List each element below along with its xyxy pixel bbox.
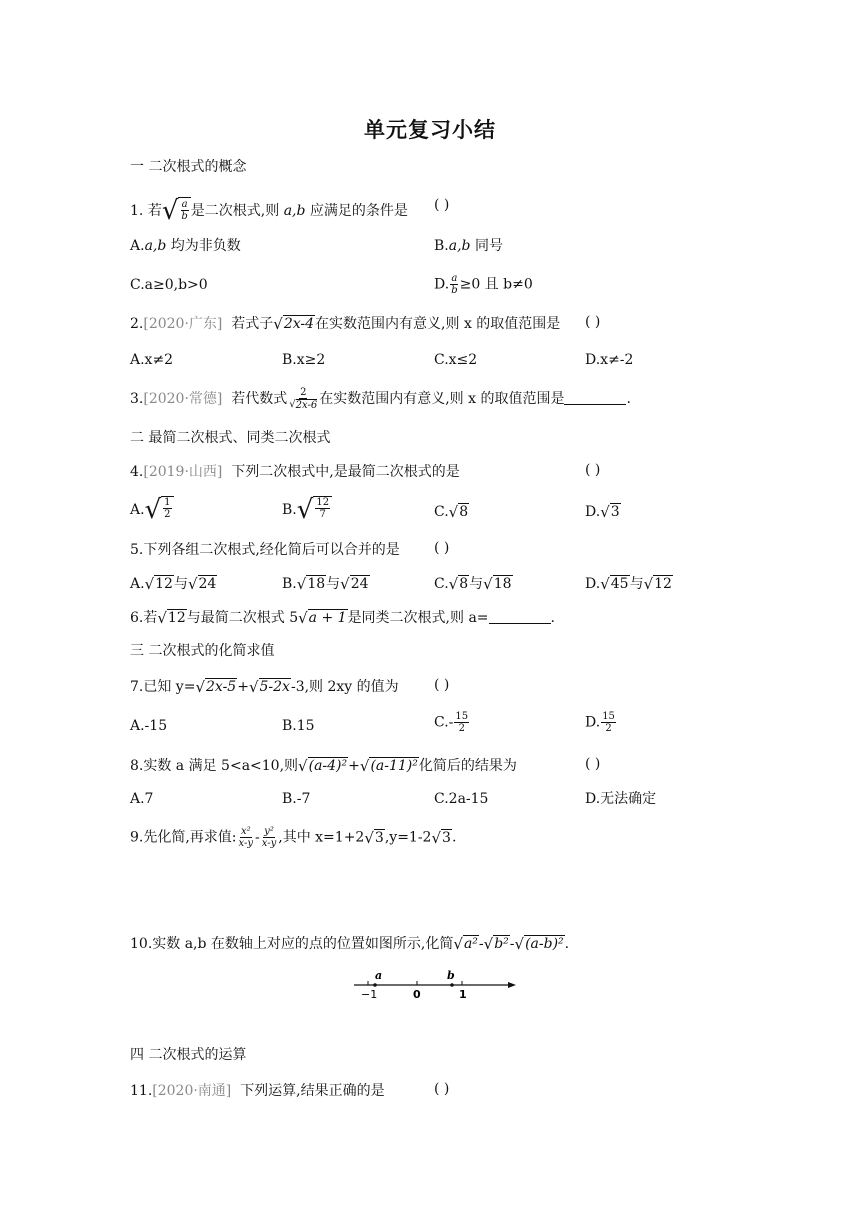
q7-option-b[interactable]: B.15 — [282, 718, 315, 734]
q4-option-c[interactable]: C. √ 8 — [434, 503, 469, 521]
question-8: 8.实数 a 满足 5<a<10,则 √ (a-4)² + √ (a-11)² 化简后的结果为 — [130, 757, 517, 775]
q2-option-b[interactable]: B.x≥2 — [282, 352, 326, 368]
answer-paren-1[interactable]: ( ) — [434, 197, 450, 213]
answer-paren-11[interactable]: ( ) — [434, 1081, 450, 1097]
q8-option-d[interactable]: D.无法确定 — [585, 791, 657, 807]
question-10: 10.实数 a,b 在数轴上对应的点的位置如图所示,化简 √ a² - √ b² - √ (a-b)² . — [130, 935, 570, 953]
answer-paren-2[interactable]: ( ) — [585, 314, 601, 330]
q2-option-c[interactable]: C.x≤2 — [434, 352, 478, 368]
question-2: 2.[2020·广东] 若式子 √ 2x-4 在实数范围内有意义,则 x 的取值范围是 — [130, 315, 561, 333]
q1-option-c[interactable]: C.a≥0,b>0 — [130, 277, 208, 293]
answer-paren-5[interactable]: ( ) — [434, 540, 450, 556]
section-heading-4: 四 二次根式的运算 — [130, 1047, 247, 1063]
q2-option-d[interactable]: D.x≠-2 — [585, 352, 634, 368]
tick-label-1: 1 — [459, 988, 467, 1001]
arrow-icon — [508, 982, 516, 988]
number-line-figure — [350, 968, 520, 1002]
question-9: 9.先化简,再求值: $\frac{\text{x²}}{x-y}$ - $\frac{\text{y²}}{x-y}$ ,其中 x=1+2 √ 3 ,y=1-2 √ 3 . — [130, 826, 457, 849]
q8-option-c[interactable]: C.2a-15 — [434, 791, 489, 807]
fill-blank[interactable] — [564, 390, 626, 405]
section-heading-1: 一 二次根式的概念 — [130, 159, 247, 175]
point-a — [373, 983, 377, 987]
q8-option-b[interactable]: B.-7 — [282, 791, 311, 807]
q4-option-d[interactable]: D. √ 3 — [585, 503, 620, 521]
sqrt-a-over-b: √ $\frac{a}{b}$ — [162, 197, 191, 225]
q5-option-b[interactable]: B. √ 18 与 √ 24 — [282, 575, 369, 593]
q5-option-c[interactable]: C. √ 8 与 √ 18 — [434, 575, 512, 593]
q1-option-d[interactable]: D. $\frac{a}{b}$ ≥0 且 b≠0 — [434, 273, 533, 296]
q1-option-b[interactable]: B.a,b 同号 — [434, 238, 503, 254]
question-3: 3.[2020·常德] 若代数式 2 √ 2x-6 在实数范围内有意义,则 x 的取值范围是 . — [130, 387, 631, 411]
section-heading-3: 三 二次根式的化简求值 — [130, 643, 275, 659]
q2-option-a[interactable]: A.x≠2 — [130, 352, 174, 368]
source-tag: [2019·山西] — [143, 464, 223, 480]
label-a: a — [375, 969, 383, 982]
question-1 — [130, 197, 408, 225]
section-heading-2: 二 最简二次根式、同类二次根式 — [130, 430, 331, 446]
question-1-vars: a,b — [283, 203, 306, 219]
q4-option-a[interactable]: A. √ $\frac{1}{2}$ — [130, 496, 174, 524]
q8-option-a[interactable]: A.7 — [130, 791, 154, 807]
question-1-pre: 若 — [147, 203, 162, 219]
q7-option-c[interactable]: C.- $\frac{15}{2}$ — [434, 711, 469, 734]
question-1-number: 1. — [130, 203, 144, 219]
q5-option-a[interactable]: A. √ 12 与 √ 24 — [130, 575, 217, 593]
page-title: 单元复习小结 — [364, 118, 496, 142]
question-5: 5.下列各组二次根式,经化简后可以合并的是 — [130, 542, 400, 558]
label-b: b — [447, 969, 455, 982]
tick-label-minus-1: −1 — [361, 988, 378, 1001]
sqrt-2x-4: √ 2x-4 — [273, 315, 315, 333]
answer-paren-7[interactable]: ( ) — [434, 677, 450, 693]
q1-option-a[interactable]: A.a,b 均为非负数 — [130, 238, 241, 254]
q4-option-b[interactable]: B. √ $\frac{12}{7}$ — [282, 496, 332, 524]
source-tag: [2020·南通] — [152, 1083, 232, 1099]
answer-paren-4[interactable]: ( ) — [585, 462, 601, 478]
q7-option-a[interactable]: A.-15 — [130, 718, 168, 734]
tick-label-0: 0 — [413, 988, 421, 1001]
question-1-post: 应满足的条件是 — [309, 203, 408, 219]
source-tag: [2020·常德] — [143, 391, 223, 407]
question-7: 7.已知 y= √ 2x-5 + √ 5-2x -3,则 2xy 的值为 — [130, 678, 399, 696]
q7-option-d[interactable]: D. $\frac{15}{2}$ — [585, 711, 615, 734]
question-11: 11.[2020·南通] 下列运算,结果正确的是 — [130, 1083, 385, 1099]
point-b — [450, 983, 454, 987]
question-4: 4.[2019·山西] 下列二次根式中,是最简二次根式的是 — [130, 464, 460, 480]
fill-blank[interactable] — [489, 609, 551, 624]
question-6: 6.若 √ 12 与最简二次根式 5 √ a + 1 是同类二次根式,则 a= . — [130, 609, 555, 627]
source-tag: [2020·广东] — [143, 316, 223, 332]
answer-paren-8[interactable]: ( ) — [585, 756, 601, 772]
question-1-mid: 是二次根式,则 — [190, 203, 280, 219]
q5-option-d[interactable]: D. √ 45 与 √ 12 — [585, 575, 672, 593]
